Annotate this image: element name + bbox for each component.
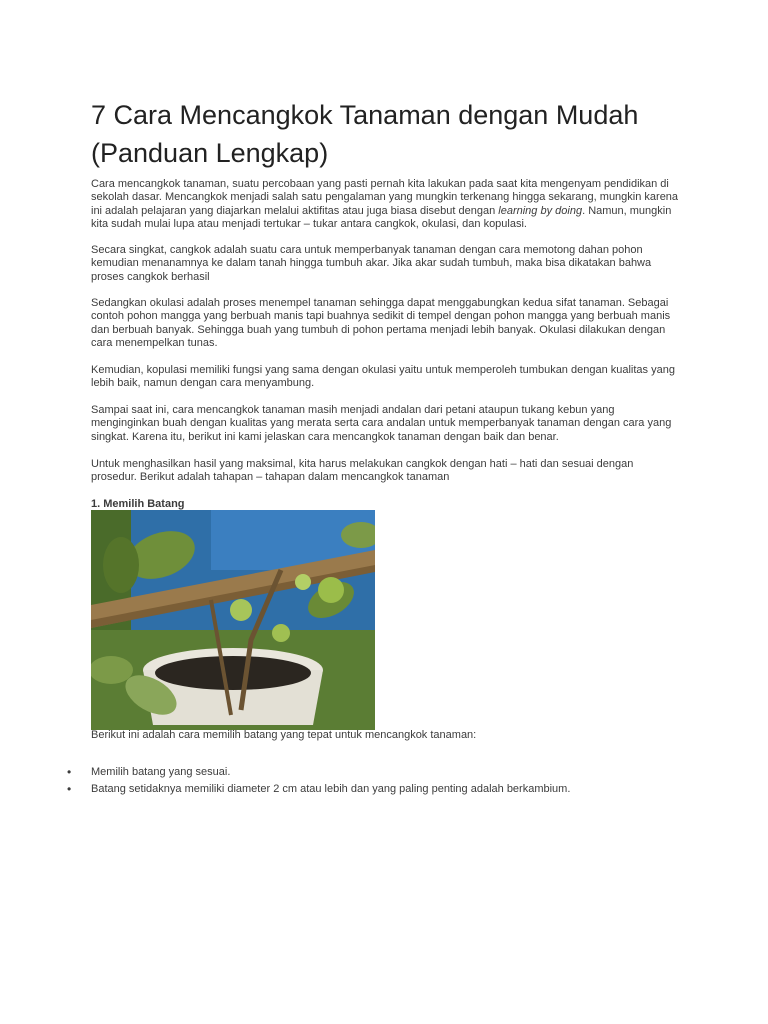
paragraph-kopulasi: Kemudian, kopulasi memiliki fungsi yang sama dengan okulasi yaitu untuk memperoleh tumbukan dengan kualitas yang lebih baik, namun dengan cara menyambung.	[91, 364, 675, 390]
step-heading: 1. Memilih Batang	[91, 498, 185, 510]
list-item-text: Batang setidaknya memiliki diameter 2 cm atau lebih dan yang paling penting adalah berkambium.	[91, 783, 571, 795]
bullet-icon: •	[67, 765, 72, 779]
photo-caption: Berikut ini adalah cara memilih batang yang tepat untuk mencangkok tanaman:	[91, 729, 477, 741]
list-item-text: Memilih batang yang sesuai.	[91, 766, 231, 778]
paragraph-cangkok: Secara singkat, cangkok adalah suatu cara untuk memperbanyak tanaman dengan cara memotong dahan pohon kemudian menanamnya ke dalam tanah hingga tumbuh akar. Jika akar sudah tumbuh, maka bisa dikatakan bahwa proses cangkok berhasil	[91, 244, 652, 283]
paragraph-intro	[91, 178, 681, 232]
paragraph-okulasi: Sedangkan okulasi adalah proses menempel tanaman sehingga dapat menggabungkan kedua sifat tanaman. Sebagai contoh pohon mangga yang berbuah manis tapi buahnya sedikit di tempel dengan pohon mangga yang berbuah manis dan berbuah banyak. Sehingga buah yang tumbuh di pohon pertama menjadi lebih banyak. Okulasi dilakukan dengan cara menempelkan tunas.	[91, 297, 671, 350]
criteria-list	[67, 764, 711, 798]
page-title: 7 Cara Mencangkok Tanaman dengan Mudah (Panduan Lengkap)	[91, 100, 639, 168]
list-item	[67, 781, 711, 798]
paragraph-intro-end: . Namun, mungkin kita sudah mulai lupa atau menjadi tertukar – tukar antara cangkok, okulasi, dan kopulasi.	[91, 204, 672, 231]
list-item	[67, 764, 711, 781]
paragraph-tahapan: Untuk menghasilkan hasil yang maksimal, kita harus melakukan cangkok dengan hati – hati dan sesuai dengan prosedur. Berikut adalah tahapan – tahapan dalam mencangkok tanaman	[91, 458, 634, 484]
paragraph-andalan: Sampai saat ini, cara mencangkok tanaman masih menjadi andalan dari petani ataupun tukang kebun yang menginginkan buah dengan kualitas yang merata serta cara andalan untuk memperbanyak tanaman dengan cara yang singkat. Karena itu, berikut ini kami jelaskan cara mencangkok tanaman dengan baik dan benar.	[91, 404, 672, 443]
paragraph-intro-text: Cara mencangkok tanaman, suatu percobaan yang pasti pernah kita lakukan pada saat kita mengenyam pendidikan di sekolah dasar. Mencangkok menjadi salah satu pengalaman yang mungkin terkenang hingga sekarang, mungkin karena ini adalah pelajaran yang diajarkan melalui aktifitas atau juga biasa disebut dengan	[91, 178, 679, 217]
bullet-icon: •	[67, 782, 72, 796]
paragraph-intro-emphasis: learning by doing	[498, 204, 583, 217]
plant-photo	[91, 510, 375, 730]
